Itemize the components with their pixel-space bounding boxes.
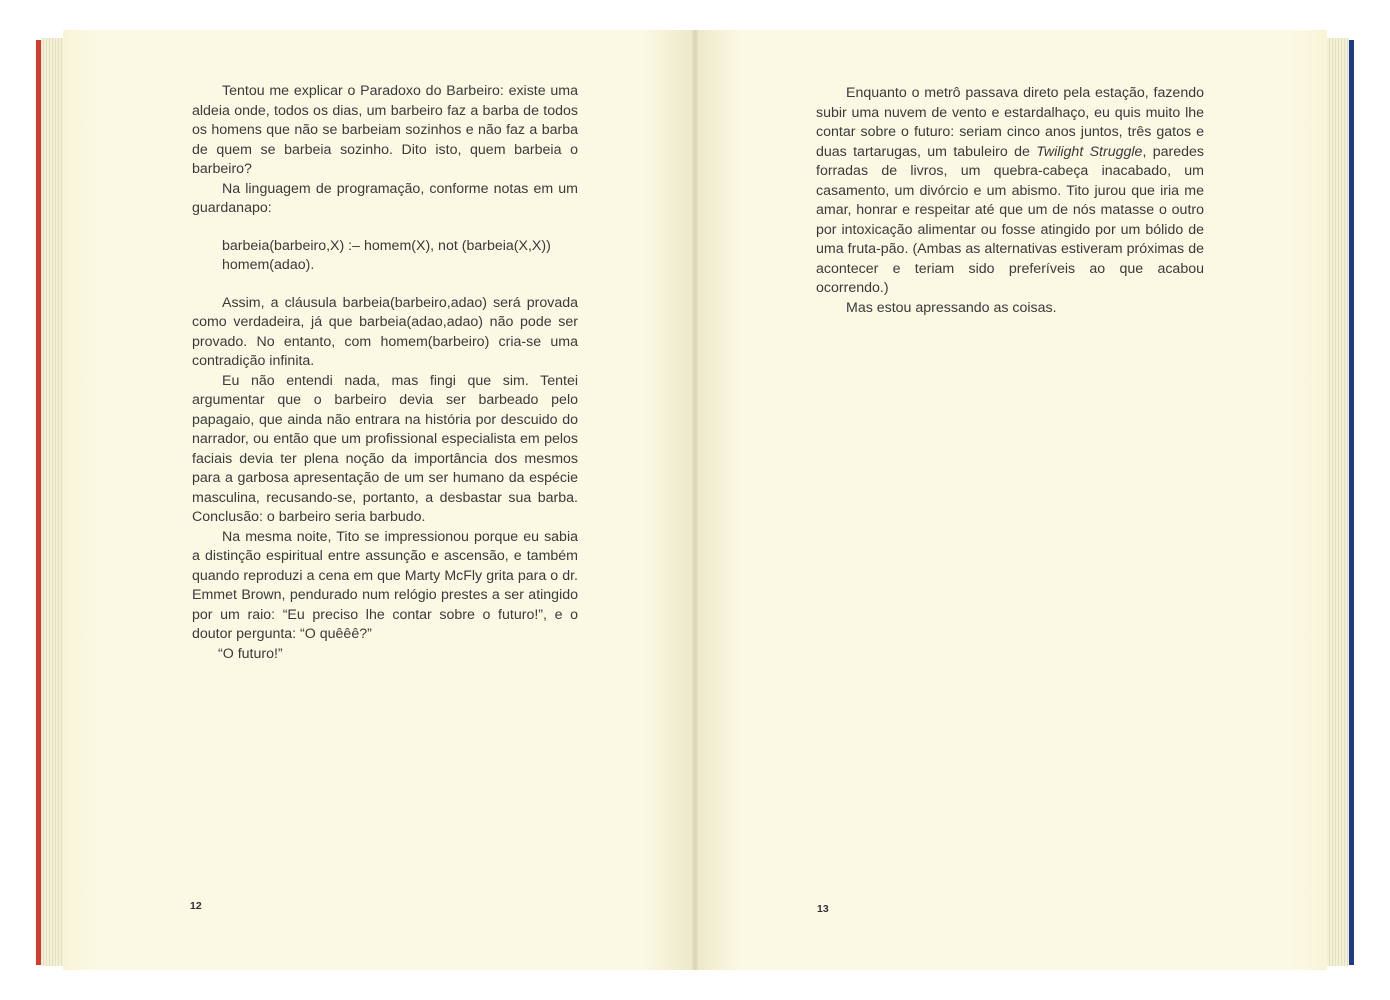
right-cover-edge: [1349, 40, 1354, 965]
book-gutter: [692, 30, 698, 970]
paragraph: Na linguagem de programação, conforme notas em um guardanapo:: [192, 180, 578, 216]
paragraph: [816, 84, 1204, 299]
left-page-stack: [41, 38, 63, 966]
dialogue-line: “O futuro!”: [218, 645, 283, 662]
paragraph-segment: , paredes forradas de livros, um quebra-cabeça inacabado, um casamento, um divórcio e um abismo. Tito jurou que iria me amar, honrar e respeitar até que um de nós matasse o outro por intoxicação alimentar ou fosse atingido por um bólido de uma fruta-pão. (Ambas as alternativas estiveram próximas de acontecer e teriam sido preferíveis ao que acabou ocorrendo.): [816, 143, 1205, 296]
paragraph: Mas estou apressando as coisas.: [846, 299, 1057, 316]
paragraph-segment: Enquanto o metrô passava direto pela estação, fazendo subir uma nuvem de vento e estardalhaço, eu quis muito lhe contar sobre o futuro: seriam cinco anos juntos, três gatos e duas tartarugas, um tabuleiro de: [816, 85, 1204, 160]
code-line: barbeia(barbeiro,X) :– homem(X), not (barbeia(X,X)): [222, 237, 551, 254]
paragraph: Tentou me explicar o Paradoxo do Barbeiro: existe uma aldeia onde, todos os dias, um barbeiro faz a barba de todos os homens que não se barbeiam sozinhos e não faz a barba de quem se barbeia sozinho. Dito isto, quem barbeia o barbeiro?: [192, 83, 578, 177]
game-title: Twilight Struggle: [1036, 143, 1143, 160]
code-snippet: [192, 237, 578, 276]
left-page-text: [192, 82, 578, 664]
page-number-left: 12: [190, 900, 202, 912]
right-page-stack: [1327, 38, 1349, 966]
page-number-right: 13: [817, 903, 829, 915]
paragraph: Na mesma noite, Tito se impressionou porque eu sabia a distinção espiritual entre assunção e ascensão, e também quando reproduzi a cena em que Marty McFly grita para o dr. Emmet Brown, pendurado num relógio prestes a ser atingido por um raio: “Eu preciso lhe contar sobre o futuro!”, e o doutor pergunta: “O quêêê?”: [192, 528, 578, 642]
right-page-text: [816, 84, 1204, 318]
code-line: homem(adao).: [222, 257, 315, 273]
paragraph: Assim, a cláusula barbeia(barbeiro,adao) será provada como verdadeira, já que barbeia(adao,adao) não pode ser provado. No entanto, com homem(barbeiro) cria-se uma contradição infinita.: [192, 294, 578, 369]
paragraph: Eu não entendi nada, mas fingi que sim. Tentei argumentar que o barbeiro devia ser barbeado pelo papagaio, que ainda não entrara na história por descuido do narrador, ou então que um profissional especialista em pelos faciais devia ter plena noção da importância dos mesmos para a garbosa apresentação de um ser humano da espécie masculina, recusando-se, portanto, a desbastar sua barba. Conclusão: o barbeiro seria barbudo.: [192, 372, 578, 525]
